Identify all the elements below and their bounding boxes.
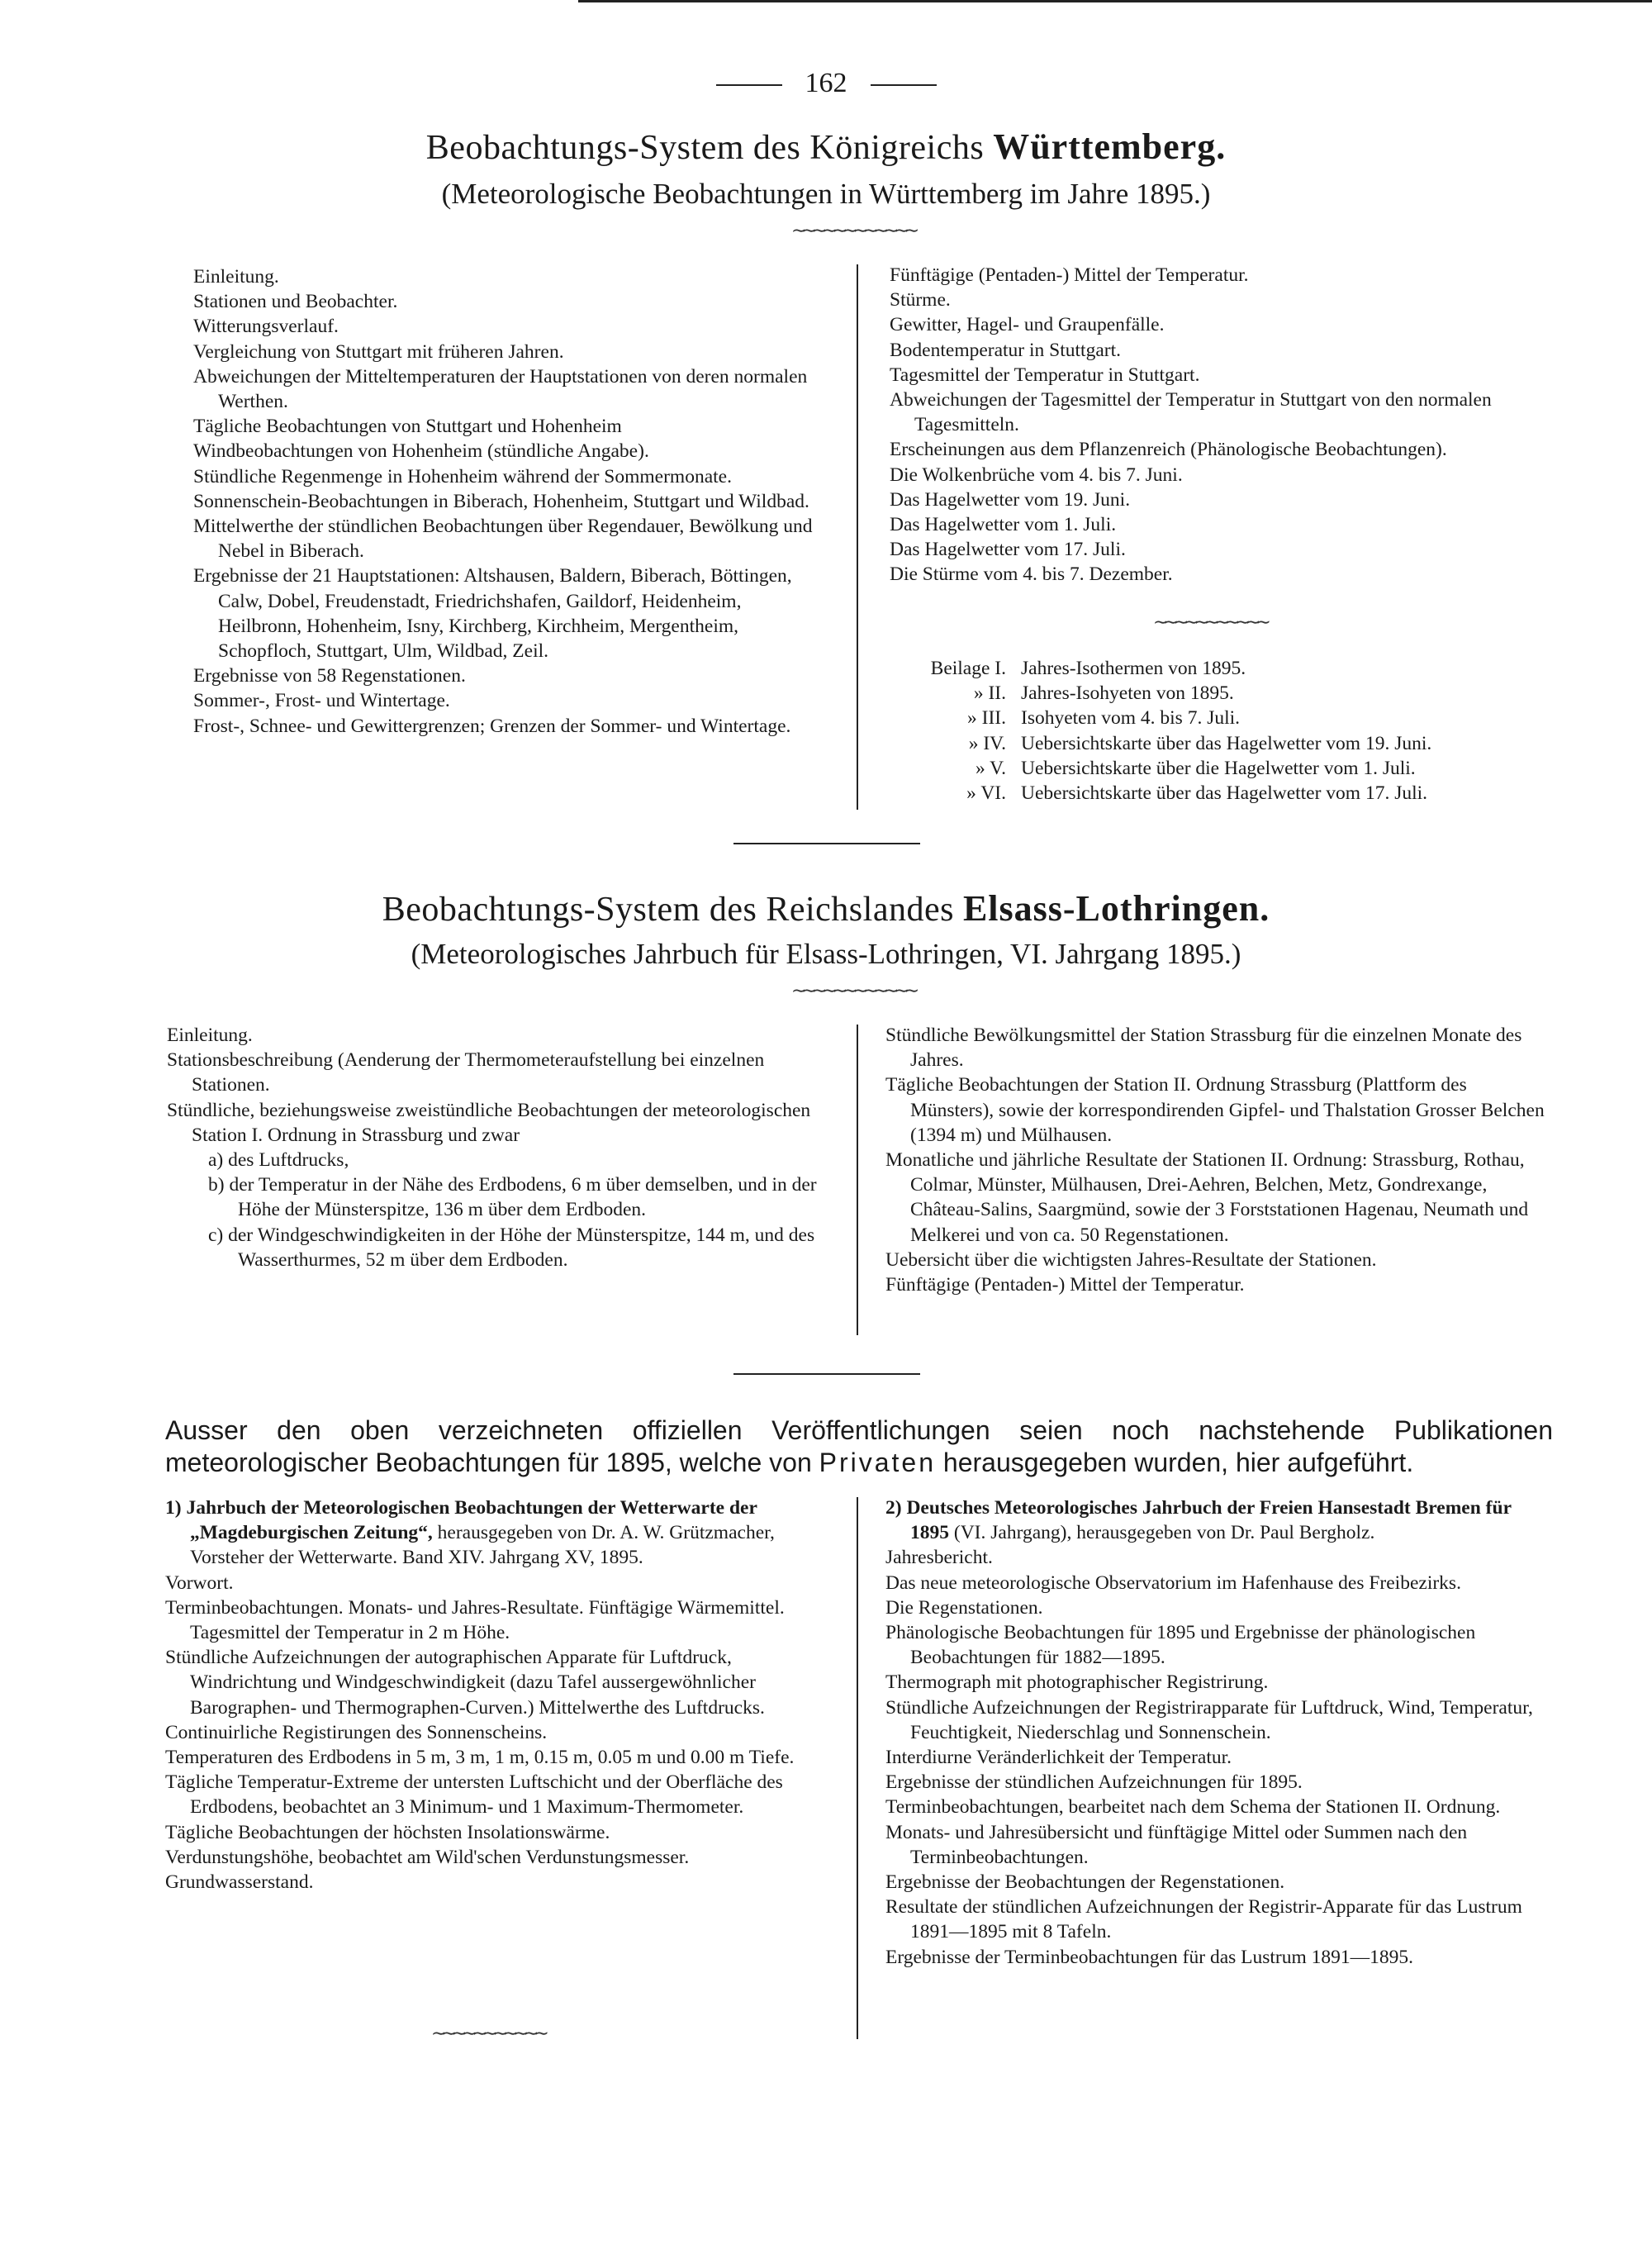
list-item: Monatliche und jährliche Resultate der Stationen II. Ordnung: Strassburg, Rothau, Colmar, Münster, Mülhausen, Drei-Aehren, Belchen, Metz, Gondrexange, Château-Salins, Saargmünd, sowie der 3 Forststationen Hagenau, Neumath und Melkerei und von ca. 50 Regenstationen.: [885, 1149, 1529, 1246]
section-separator-1: [733, 843, 920, 844]
list-item: Ergebnisse der Terminbeobachtungen für das Lustrum 1891—1895.: [885, 1946, 1414, 1968]
section2-right-column: [885, 1023, 1546, 1297]
list-item: Die Stürme vom 4. bis 7. Dezember.: [890, 563, 1173, 586]
beilage-label: » V.: [975, 757, 1006, 779]
list-item: Tägliche Beobachtungen der Station II. Ordnung Strassburg (Plattform des Münsters), sowie der korrespondirenden Gipfel- und Thalstation Grosser Belchen (1394 m) und Mülhausen.: [885, 1074, 1545, 1146]
list-item: Continuirliche Registirungen des Sonnenscheins.: [165, 1721, 548, 1743]
list-item: Ergebnisse der stündlichen Aufzeichnungen für 1895.: [885, 1771, 1303, 1794]
beilage-label: » IV.: [968, 732, 1006, 754]
publication-2-contents: [885, 1545, 1546, 1969]
list-item: Fünftägige (Pentaden-) Mittel der Temperatur.: [890, 264, 1249, 286]
list-item: Stationsbeschreibung (Aenderung der Thermometeraufstellung bei einzelnen Stationen.: [167, 1049, 765, 1096]
private-publications-intro: Ausser den oben verzeichneten offiziellen Veröffentlichungen seien noch nachstehende Publikationen meteorologischer Beobachtungen für 1895, welche von Privaten herausgegeben wurden, hier aufgeführt.: [165, 1415, 1553, 1477]
list-item: Vorwort.: [165, 1571, 234, 1594]
list-item: Tägliche Temperatur-Extreme der untersten Luftschicht und der Oberfläche des Erdbodens, beobachtet an 3 Minimum- und 1 Maximum-Thermometer.: [165, 1771, 783, 1819]
page-number-dash-left: [716, 84, 782, 86]
beilage-text: Uebersichtskarte über die Hagelwetter vom 1. Juli.: [1021, 757, 1416, 779]
section1-beilagen: [900, 656, 1561, 806]
section1-heading: Beobachtungs-System des Königreichs Württemberg.: [425, 126, 1227, 167]
beilage-label: » II.: [973, 682, 1006, 705]
list-item: Terminbeobachtungen, bearbeitet nach dem Schema der Stationen II. Ordnung.: [885, 1796, 1501, 1819]
section2-heading: Beobachtungs-System des Reichslandes Elsass-Lothringen.: [382, 888, 1270, 929]
list-item: Die Wolkenbrüche vom 4. bis 7. Juni.: [890, 464, 1183, 486]
section3-right-column: [885, 1495, 1546, 1970]
list-subitem: b) der Temperatur in der Nähe des Erdbodens, 6 m über demselben, und in der Höhe der Münsterspitze, 136 m über dem Erdboden.: [208, 1174, 817, 1221]
list-item: Das neue meteorologische Observatorium im Hafenhause des Freibezirks.: [885, 1571, 1461, 1594]
section3-left-ornament: ∼∼∼∼∼∼∼∼∼∼∼: [431, 2023, 544, 2043]
section3-column-divider: [857, 1497, 858, 2039]
list-item: Jahresbericht.: [885, 1547, 993, 1569]
list-item: Terminbeobachtungen. Monats- und Jahres-Resultate. Fünftägige Wärmemittel. Tagesmittel der Temperatur in 2 m Höhe.: [165, 1596, 785, 1644]
beilage-row: [900, 656, 1561, 681]
beilage-label: » III.: [967, 707, 1006, 730]
beilage-row: [900, 706, 1561, 730]
list-item: Das Hagelwetter vom 17. Juli.: [890, 539, 1126, 561]
list-item: Erscheinungen aus dem Pflanzenreich (Phänologische Beobachtungen).: [890, 439, 1447, 461]
section2-column-divider: [857, 1025, 858, 1335]
list-item: Abweichungen der Tagesmittel der Temperatur in Stuttgart von den normalen Tagesmitteln.: [890, 389, 1492, 436]
list-item: Stürme.: [890, 289, 951, 311]
list-item: Uebersicht über die wichtigsten Jahres-Resultate der Stationen.: [885, 1248, 1377, 1271]
publication-2-title: 2) Deutsches Meteorologisches Jahrbuch der Freien Hansestadt Bremen für 1895 (VI. Jahrgang), herausgegeben von Dr. Paul Bergholz.: [885, 1497, 1512, 1544]
section2-ornament: ∼∼∼∼∼∼∼∼∼∼∼∼: [791, 980, 915, 1001]
list-item: Grundwasserstand.: [165, 1871, 314, 1894]
list-item: Temperaturen des Erdbodens in 5 m, 3 m, 1 m, 0.15 m, 0.05 m und 0.00 m Tiefe.: [165, 1747, 795, 1769]
section1-subheading: (Meteorologische Beobachtungen in Württemberg im Jahre 1895.): [441, 178, 1211, 210]
beilage-row: [900, 681, 1561, 706]
list-item: Tägliche Beobachtungen von Stuttgart und Hohenheim: [193, 416, 622, 438]
publication-1-title: 1) Jahrbuch der Meteorologischen Beobachtungen der Wetterwarte der „Magdeburgischen Zeitung“, herausgegeben von Dr. A. W. Grützmacher, Vorsteher der Wetterwarte. Band XIV. Jahrgang XV, 1895.: [165, 1497, 775, 1569]
list-item: Stündliche Aufzeichnungen der autographischen Apparate für Luftdruck, Windrichtung und Windgeschwindigkeit (dazu Tafel aussergewöhnlicher Barographen- und Thermographen-Curven.) Mittelwerthe des Luftdrucks.: [165, 1647, 765, 1719]
section3-left-column: [165, 1495, 826, 1895]
list-item: Die Regenstationen.: [885, 1596, 1043, 1619]
section2-region: Elsass-Lothringen.: [962, 888, 1270, 929]
list-item: Monats- und Jahresübersicht und fünftägige Mittel oder Summen nach den Terminbeobachtungen.: [885, 1821, 1468, 1868]
beilage-label: » VI.: [966, 782, 1006, 805]
list-item: Gewitter, Hagel- und Graupenfälle.: [890, 314, 1165, 336]
list-item: Stündliche Aufzeichnungen der Registrirapparate für Luftdruck, Wind, Temperatur, Feuchtigkeit, Niederschlag und Sonnenschein.: [885, 1696, 1533, 1743]
beilage-row: [900, 756, 1561, 781]
beilage-text: Jahres-Isohyeten von 1895.: [1021, 682, 1234, 705]
beilage-row: [900, 731, 1561, 756]
section1-right-ornament: ∼∼∼∼∼∼∼∼∼∼∼: [1153, 611, 1266, 632]
section-separator-2: [733, 1373, 920, 1375]
list-item: Fünftägige (Pentaden-) Mittel der Temperatur.: [885, 1274, 1245, 1296]
beilage-label: Beilage I.: [930, 658, 1006, 679]
list-item: Sonnenschein-Beobachtungen in Biberach, Hohenheim, Stuttgart und Wildbad.: [193, 490, 809, 512]
list-item: Verdunstungshöhe, beobachtet am Wild'schen Verdunstungsmesser.: [165, 1846, 690, 1868]
list-item: Vergleichung von Stuttgart mit früheren Jahren.: [193, 340, 564, 363]
section1-right-column: [890, 263, 1534, 587]
beilage-text: Isohyeten vom 4. bis 7. Juli.: [1021, 707, 1241, 730]
beilage-text: Uebersichtskarte über das Hagelwetter vom 19. Juni.: [1021, 732, 1432, 754]
section2-subheading: (Meteorologisches Jahrbuch für Elsass-Lothringen, VI. Jahrgang 1895.): [411, 938, 1241, 970]
publication-1-contents: [165, 1571, 826, 1895]
list-item: Das Hagelwetter vom 1. Juli.: [890, 514, 1117, 536]
list-item: Resultate der stündlichen Aufzeichnungen der Registrir-Apparate für das Lustrum 1891—1895 mit 8 Tafeln.: [885, 1896, 1522, 1943]
list-item: Ergebnisse von 58 Regenstationen.: [193, 665, 466, 687]
list-item: Thermograph mit photographischer Registrirung.: [885, 1671, 1269, 1694]
list-item: Ergebnisse der 21 Hauptstationen: Altshausen, Baldern, Biberach, Böttingen, Calw, Dobel, Freudenstadt, Friedrichshafen, Gaildorf, Heidenheim, Heilbronn, Hohenheim, Isny, Kirchberg, Kirchheim, Mergentheim, Schopfloch, Stuttgart, Ulm, Wildbad, Zeil.: [193, 565, 792, 663]
list-item: Sommer-, Frost- und Wintertage.: [193, 690, 450, 712]
list-item: Stündliche, beziehungsweise zweistündliche Beobachtungen der meteorologischen Station I. Ordnung in Strassburg und zwar: [167, 1099, 811, 1146]
section1-left-column: [193, 264, 824, 739]
page-number: 162: [0, 68, 1652, 99]
list-item: Tägliche Beobachtungen der höchsten Insolationswärme.: [165, 1821, 610, 1843]
page-number-dash-right: [871, 84, 937, 86]
list-item: Frost-, Schnee- und Gewittergrenzen; Grenzen der Sommer- und Wintertage.: [193, 715, 791, 737]
section2-left-column: [167, 1023, 824, 1272]
list-item: Windbeobachtungen von Hohenheim (stündliche Angabe).: [193, 440, 649, 463]
list-subitem: c) der Windgeschwindigkeiten in der Höhe der Münsterspitze, 144 m, und des Wasserthurmes, 52 m über dem Erdboden.: [208, 1224, 815, 1271]
top-edge-rule: [578, 0, 1652, 2]
beilage-text: Uebersichtskarte über das Hagelwetter vom 17. Juli.: [1021, 782, 1428, 805]
list-item: Mittelwerthe der stündlichen Beobachtungen über Regendauer, Bewölkung und Nebel in Biberach.: [193, 516, 813, 563]
list-item: Tagesmittel der Temperatur in Stuttgart.: [890, 364, 1200, 386]
list-item: Einleitung.: [167, 1025, 253, 1046]
section1-ornament: ∼∼∼∼∼∼∼∼∼∼∼∼: [791, 220, 915, 240]
list-item: Stationen und Beobachter.: [193, 291, 398, 313]
list-item: Interdiurne Veränderlichkeit der Temperatur.: [885, 1747, 1232, 1769]
list-subitem: a) des Luftdrucks,: [208, 1149, 349, 1172]
list-item: Stündliche Regenmenge in Hohenheim während der Sommermonate.: [193, 465, 732, 487]
list-item: Abweichungen der Mitteltemperaturen der Hauptstationen von deren normalen Werthen.: [193, 365, 808, 413]
list-item: Stündliche Bewölkungsmittel der Station Strassburg für die einzelnen Monate des Jahres.: [885, 1025, 1522, 1072]
list-item: Phänologische Beobachtungen für 1895 und Ergebnisse der phänologischen Beobachtungen für 1882—1895.: [885, 1622, 1476, 1669]
list-item: Ergebnisse der Beobachtungen der Regenstationen.: [885, 1871, 1285, 1894]
list-item: Einleitung.: [193, 266, 279, 288]
list-item: Witterungsverlauf.: [193, 316, 339, 338]
list-item: Bodentemperatur in Stuttgart.: [890, 339, 1121, 361]
beilage-row: [900, 781, 1561, 806]
section1-column-divider: [857, 264, 858, 810]
beilage-text: Jahres-Isothermen von 1895.: [1021, 658, 1246, 679]
list-item: Das Hagelwetter vom 19. Juni.: [890, 488, 1131, 511]
section1-region: Württemberg.: [993, 126, 1227, 167]
